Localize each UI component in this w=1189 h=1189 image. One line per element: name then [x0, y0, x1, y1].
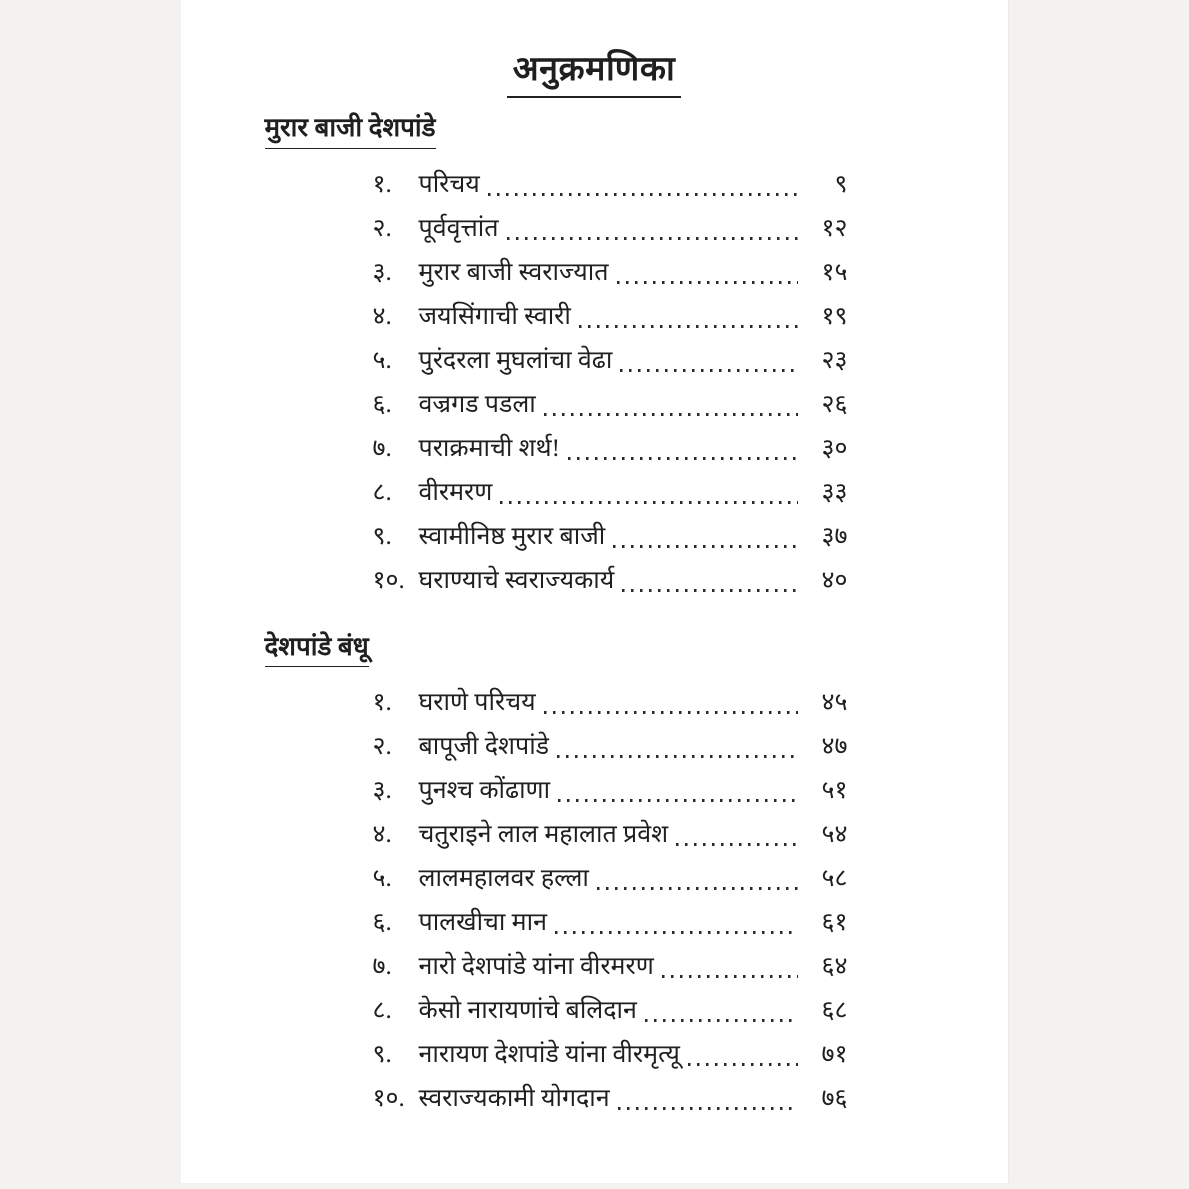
entry-title: चतुराइने लाल महालात प्रवेश [418, 821, 669, 849]
entry-page-number: २३ [821, 346, 848, 374]
toc-entry [373, 295, 848, 339]
entry-title: पुनश्च कोंढाणा [418, 777, 551, 805]
entry-page-number: ५४ [821, 821, 848, 849]
entry-page-number: १९ [821, 302, 848, 330]
dot-leader [507, 237, 798, 240]
toc-entry [373, 251, 848, 295]
dot-leader [645, 1019, 798, 1022]
toc-list [373, 681, 848, 1121]
entry-number: २. [372, 733, 392, 761]
entry-number: १. [372, 689, 392, 717]
toc-entry [373, 515, 848, 559]
entry-page-number: २६ [821, 390, 848, 418]
toc-entry [373, 1077, 848, 1121]
dot-leader [662, 975, 798, 978]
entry-number: ७. [372, 434, 392, 462]
toc-entry [373, 857, 848, 901]
section-heading: देशपांडे बंधू [265, 633, 369, 668]
toc-entry [373, 989, 848, 1033]
entry-title: मुरार बाजी स्वराज्यात [418, 258, 609, 286]
entry-title: स्वराज्यकामी योगदान [418, 1085, 610, 1113]
toc-entry [373, 725, 848, 769]
dot-leader [618, 1107, 798, 1110]
entry-number: १. [372, 170, 392, 198]
book-page [181, 0, 1009, 1183]
entry-page-number: ६४ [821, 953, 848, 981]
toc-section-deshpande-bandhu [181, 633, 1008, 1122]
dot-leader [544, 413, 798, 416]
entry-number: ८. [372, 997, 392, 1025]
entry-title: पूर्ववृत्तांत [418, 214, 499, 242]
dot-leader [622, 589, 797, 592]
entry-number: ८. [372, 478, 392, 506]
dot-leader [597, 887, 798, 890]
toc-entry [373, 339, 848, 383]
toc-entry [373, 163, 848, 207]
entry-title: वज्रगड पडला [418, 390, 536, 418]
entry-page-number: ४५ [821, 689, 848, 717]
dot-leader [617, 281, 798, 284]
section-heading: मुरार बाजी देशपांडे [265, 114, 436, 149]
entry-number: ३. [372, 777, 392, 805]
entry-title: घराण्याचे स्वराज्यकार्य [418, 566, 615, 594]
entry-page-number: ७१ [821, 1041, 848, 1069]
entry-page-number: १२ [821, 214, 848, 242]
entry-page-number: ३० [821, 434, 848, 462]
toc-entry [373, 471, 848, 515]
toc-entry [373, 813, 848, 857]
entry-title: केसो नारायणांचे बलिदान [418, 997, 637, 1025]
entry-page-number: ६१ [821, 909, 848, 937]
entry-title: नारायण देशपांडे यांना वीरमृत्यू [418, 1041, 680, 1069]
toc-section-murar-baji [181, 114, 1008, 603]
toc-entry [373, 1033, 848, 1077]
entry-number: ७. [372, 953, 392, 981]
entry-number: ९. [372, 1041, 392, 1069]
entry-title: बापूजी देशपांडे [418, 733, 550, 761]
entry-number: ५. [372, 346, 392, 374]
entry-number: ६. [372, 909, 392, 937]
dot-leader [544, 711, 798, 714]
entry-page-number: ४० [821, 566, 848, 594]
entry-page-number: ५८ [821, 865, 848, 893]
toc-entry [373, 427, 848, 471]
entry-title: नारो देशपांडे यांना वीरमरण [418, 953, 654, 981]
page-title: अनुक्रमणिका [507, 50, 682, 98]
entry-title: जयसिंगाची स्वारी [418, 302, 571, 330]
entry-number: ६. [372, 390, 392, 418]
dot-leader [613, 545, 797, 548]
entry-page-number: ४७ [821, 733, 848, 761]
toc-entry [373, 901, 848, 945]
entry-title: पुरंदरला मुघलांचा वेढा [418, 346, 613, 374]
entry-page-number: ९ [834, 170, 848, 198]
dot-leader [620, 369, 797, 372]
entry-title: पालखीचा मान [418, 909, 547, 937]
dot-leader [568, 457, 798, 460]
entry-title: वीरमरण [418, 478, 493, 506]
title-wrap [181, 50, 1008, 98]
dot-leader [676, 843, 797, 846]
dot-leader [579, 325, 798, 328]
entry-title: लालमहालवर हल्ला [418, 865, 589, 893]
entry-page-number: ५१ [821, 777, 848, 805]
entry-title: परिचय [418, 170, 480, 198]
entry-number: १०. [372, 566, 405, 594]
dot-leader [557, 755, 797, 758]
entry-page-number: १५ [821, 258, 848, 286]
entry-number: १०. [372, 1085, 405, 1113]
entry-number: ३. [372, 258, 392, 286]
entry-number: ४. [372, 302, 392, 330]
dot-leader [500, 501, 797, 504]
entry-page-number: ३३ [821, 478, 848, 506]
toc-entry [373, 945, 848, 989]
entry-title: घराणे परिचय [418, 689, 536, 717]
entry-number: ९. [372, 522, 392, 550]
toc-entry [373, 559, 848, 603]
entry-title: स्वामीनिष्ठ मुरार बाजी [418, 522, 606, 550]
entry-number: ५. [372, 865, 392, 893]
dot-leader [688, 1063, 798, 1066]
toc-list [373, 163, 848, 603]
entry-number: ४. [372, 821, 392, 849]
toc-entry [373, 681, 848, 725]
entry-page-number: ६८ [821, 997, 848, 1025]
toc-entry [373, 207, 848, 251]
entry-number: २. [372, 214, 392, 242]
entry-title: पराक्रमाची शर्थ! [418, 434, 560, 462]
toc-entry [373, 769, 848, 813]
dot-leader [555, 931, 798, 934]
entry-page-number: ७६ [821, 1085, 848, 1113]
entry-page-number: ३७ [821, 522, 848, 550]
dot-leader [488, 193, 798, 196]
dot-leader [558, 799, 797, 802]
toc-entry [373, 383, 848, 427]
